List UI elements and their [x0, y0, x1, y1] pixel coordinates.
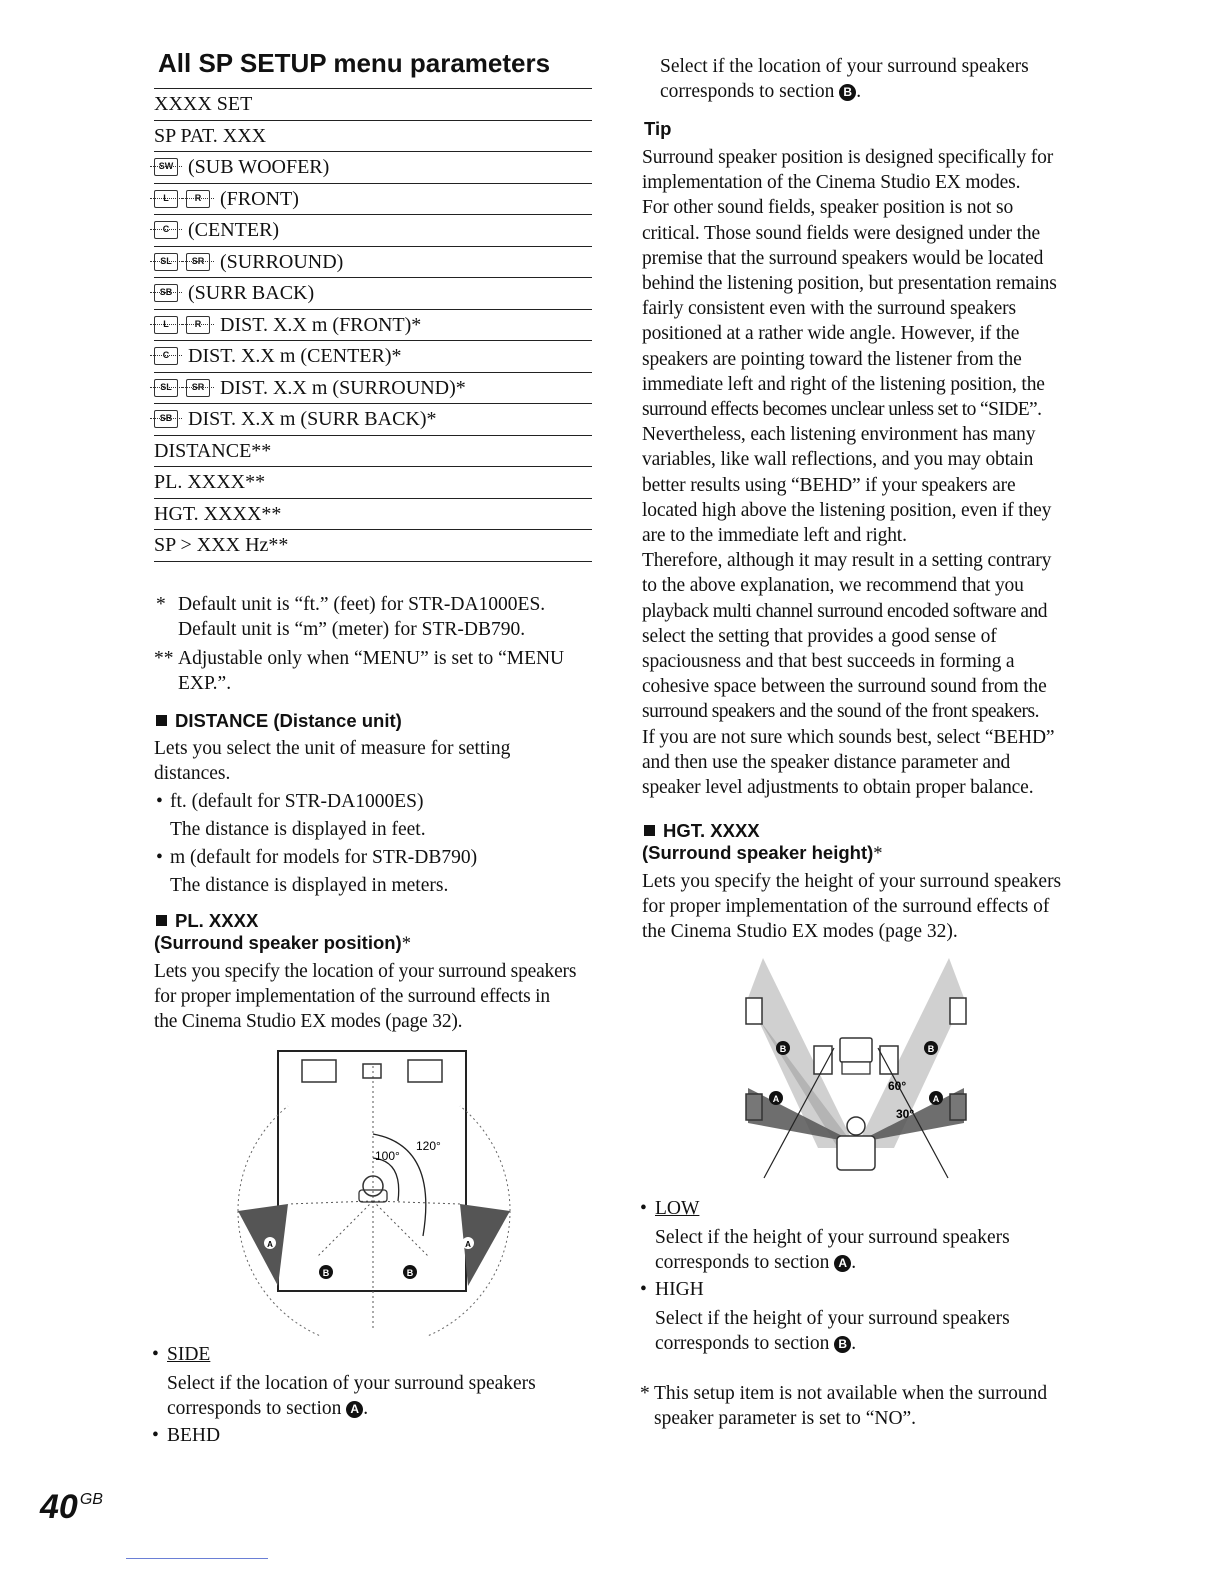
option-label: LOW — [655, 1198, 700, 1219]
menu-row — [154, 341, 592, 373]
text-line: corresponds to section — [655, 1333, 830, 1355]
listener-icon — [847, 1117, 865, 1135]
menu-row-label: SP > XXX Hz** — [154, 534, 289, 557]
front-speaker-right-icon — [880, 1046, 898, 1074]
menu-row — [154, 89, 592, 121]
tip-line: positioned at a rather wide angle. However, if the — [642, 323, 1020, 345]
distance-heading-text: DISTANCE (Distance unit) — [175, 710, 402, 731]
menu-row-label: (CENTER) — [188, 219, 280, 242]
tip-line: For other sound fields, speaker position is not so — [642, 197, 1014, 219]
hgt-intro — [642, 869, 1061, 945]
distance-option-m: • m (default for models for STR-DB790) — [156, 847, 478, 868]
menu-row-label: XXXX SET — [154, 93, 253, 116]
pl-subheading — [154, 932, 411, 955]
front-left-speaker-icon — [302, 1060, 336, 1082]
menu-row — [154, 530, 592, 562]
speaker-sb-icon: SB — [154, 410, 178, 428]
angle-label: 60° — [888, 1079, 907, 1093]
speaker-l-icon: L — [154, 316, 178, 334]
front-speaker-left-icon — [814, 1046, 832, 1074]
zone-b-label: B — [927, 1044, 935, 1054]
option-label: m (default for models for STR-DB790) — [170, 847, 478, 868]
menu-row — [154, 247, 592, 279]
hgt-high-description: Select if the height of your surround speakers corresponds to section B . — [655, 1308, 1010, 1355]
pl-heading-text: PL. XXXX — [175, 910, 259, 931]
option-label: SIDE — [167, 1344, 211, 1365]
room-outline — [278, 1051, 466, 1291]
option-label: ft. (default for STR-DA1000ES) — [170, 791, 424, 812]
zone-b-label: B — [406, 1268, 414, 1278]
hgt-footnote — [640, 1381, 1047, 1431]
tip-line: surround speakers and the sound of the front speakers. — [642, 701, 1040, 723]
speaker-height-diagram — [738, 958, 974, 1182]
menu-row-label: SP PAT. XXX — [154, 124, 267, 147]
menu-row — [154, 404, 592, 436]
menu-row — [154, 436, 592, 468]
option-label: BEHD — [167, 1425, 221, 1446]
menu-row — [154, 184, 592, 216]
footnote-text: This setup item is not available when the surround — [654, 1383, 1048, 1404]
angle-label: 120° — [416, 1139, 441, 1153]
speaker-r-icon: R — [186, 190, 210, 208]
menu-row-label: DIST. X.X m (CENTER)* — [188, 345, 402, 368]
footnote-mark: ** — [154, 648, 174, 669]
page-number-suffix: GB — [79, 1491, 103, 1508]
menu-row-label: (SURR BACK) — [188, 282, 315, 305]
tip-line: select the setting that provides a good sense of — [642, 625, 997, 647]
option-description: The distance is displayed in meters. — [170, 875, 449, 896]
speaker-r-icon: R — [186, 316, 210, 334]
tip-line: playback multi channel surround encoded software and — [642, 600, 1048, 622]
speaker-sb-icon: SB — [154, 284, 178, 302]
hgt-option-low: • LOW — [640, 1198, 700, 1219]
tip-line: immediate left and right of the listening position, the — [642, 373, 1045, 395]
tip-line: spaciousness and that best succeeds in forming a — [642, 651, 1015, 673]
tip-line: and then use the speaker distance parameter and — [642, 751, 1011, 773]
text-line: corresponds to section — [660, 81, 835, 103]
square-bullet-icon — [644, 825, 655, 836]
text-line: Select if the height of your surround speakers — [655, 1227, 1010, 1248]
menu-row-label: (FRONT) — [220, 187, 299, 210]
menu-row-label: DISTANCE** — [154, 439, 272, 462]
tip-line: speakers are pointing toward the listener from the — [642, 348, 1022, 370]
speaker-sw-icon: SW — [154, 158, 178, 176]
footnote-text: Default unit is “m” (meter) for STR-DB790. — [178, 619, 526, 640]
zone-b-label: B — [779, 1044, 787, 1054]
angle-label: 30° — [896, 1107, 915, 1121]
text-line: Select if the location of your surround speakers — [167, 1373, 536, 1394]
center-speaker-icon — [363, 1064, 381, 1078]
listener-chair-icon — [837, 1136, 875, 1170]
tip-line: premise that the surround speakers would be located — [642, 247, 1044, 269]
tip-line: better results using “BEHD” if your speakers are — [642, 474, 1016, 496]
menu-row — [154, 499, 592, 531]
footnote-text: Adjustable only when “MENU” is set to “MENU — [178, 648, 565, 669]
low-speaker-left-icon — [746, 1094, 762, 1120]
footnote-single — [156, 592, 545, 642]
menu-row-label: DIST. X.X m (SURR BACK)* — [188, 408, 437, 431]
zone-a-label: A — [772, 1094, 780, 1104]
pl-option-side: • SIDE — [152, 1344, 211, 1365]
text-line: Lets you specify the location of your surround speakers — [154, 961, 577, 982]
tip-line: located high above the listening position, even if they — [642, 499, 1052, 521]
tip-line: speaker level adjustments to obtain proper balance. — [642, 777, 1034, 799]
footnote-text: speaker parameter is set to “NO”. — [654, 1408, 917, 1430]
zone-a-label: A — [932, 1094, 940, 1104]
page-number-value: 40 — [40, 1488, 78, 1526]
menu-row — [154, 215, 592, 247]
tip-line: Therefore, although it may result in a setting contrary — [642, 550, 1052, 572]
tip-line: variables, like wall reflections, and you may obtain — [642, 449, 1034, 471]
speaker-sl-icon: SL — [154, 253, 178, 271]
menu-row — [154, 373, 592, 405]
hgt-option-high: • HIGH — [640, 1279, 704, 1300]
section-b-badge: B — [839, 84, 856, 101]
menu-row-label: DIST. X.X m (FRONT)* — [220, 313, 422, 336]
tv-icon — [840, 1038, 872, 1062]
text-line: distances. — [154, 763, 231, 785]
high-speaker-right-icon — [950, 998, 966, 1024]
speaker-l-icon: L — [154, 190, 178, 208]
menu-parameter-table — [154, 88, 592, 562]
tip-line: critical. Those sound fields were designed under the — [642, 222, 1040, 244]
pl-intro — [154, 959, 576, 1035]
page-heading: All SP SETUP menu parameters — [158, 48, 551, 78]
text-line: for proper implementation of the surround effects in — [154, 986, 550, 1008]
menu-row-label: DIST. X.X m (SURROUND)* — [220, 376, 466, 399]
text-line: Select if the height of your surround speakers — [655, 1308, 1010, 1329]
asterisk-mark: * — [401, 934, 411, 954]
menu-row-label: HGT. XXXX** — [154, 502, 282, 525]
footnote-text: EXP.”. — [178, 673, 232, 694]
hgt-low-description: Select if the height of your surround speakers corresponds to section A . — [655, 1227, 1010, 1274]
zone-a-label: A — [465, 1240, 471, 1249]
option-description: The distance is displayed in feet. — [170, 819, 426, 840]
speaker-sr-icon: SR — [186, 379, 210, 397]
section-a-badge: A — [834, 1255, 851, 1272]
pl-side-description: Select if the location of your surround speakers corresponds to section A . — [167, 1373, 536, 1420]
front-right-speaker-icon — [408, 1060, 442, 1082]
hgt-heading — [644, 820, 760, 842]
tip-heading: Tip — [644, 118, 672, 139]
section-a-badge: A — [346, 1401, 363, 1418]
distance-option-ft: • ft. (default for STR-DA1000ES) — [156, 791, 424, 812]
zone-b-label: B — [322, 1268, 330, 1278]
distance-heading — [156, 710, 402, 732]
footnote-mark: * — [640, 1383, 650, 1404]
menu-row — [154, 278, 592, 310]
pl-heading — [156, 910, 258, 932]
tip-line: fairly consistent even with the surround speakers — [642, 298, 1016, 320]
square-bullet-icon — [156, 915, 167, 926]
speaker-sr-icon: SR — [186, 253, 210, 271]
tip-text — [642, 145, 1057, 800]
tip-line: If you are not sure which sounds best, select “BEHD” — [642, 726, 1055, 748]
footnote-text: Default unit is “ft.” (feet) for STR-DA1000ES. — [178, 594, 546, 615]
text-line: the Cinema Studio EX modes (page 32). — [642, 921, 958, 943]
speaker-c-icon: C — [154, 221, 178, 239]
menu-row-label: (SURROUND) — [220, 250, 344, 273]
menu-row — [154, 121, 592, 153]
pl-behd-description: Select if the location of your surround speakers corresponds to section B . — [660, 56, 1029, 103]
tip-line: implementation of the Cinema Studio EX modes. — [642, 172, 1021, 194]
square-bullet-icon — [156, 715, 167, 726]
page-number — [40, 1488, 103, 1527]
tip-line: Nevertheless, each listening environment has many — [642, 424, 1036, 446]
pl-subheading-text: (Surround speaker position) — [154, 932, 402, 953]
text-line: Select if the location of your surround speakers — [660, 56, 1029, 77]
text-line: corresponds to section — [167, 1398, 342, 1420]
footer-divider — [126, 1558, 268, 1559]
tip-line: Surround speaker position is designed specifically for — [642, 147, 1054, 168]
distance-intro — [154, 736, 510, 786]
text-line: the Cinema Studio EX modes (page 32). — [154, 1011, 463, 1033]
footnote-mark: * — [156, 594, 166, 615]
pl-option-behd: • BEHD — [152, 1425, 221, 1446]
menu-row-label: (SUB WOOFER) — [188, 156, 330, 179]
hgt-subheading — [642, 842, 883, 865]
high-speaker-left-icon — [746, 998, 762, 1024]
tip-line: surround effects becomes unclear unless set to “SIDE”. — [642, 399, 1042, 421]
menu-row — [154, 310, 592, 342]
hgt-subheading-text: (Surround speaker height) — [642, 842, 874, 863]
text-line: Lets you specify the height of your surround speakers — [642, 871, 1062, 892]
tip-line: to the above explanation, we recommend that you — [642, 575, 1024, 597]
tip-line: cohesive space between the surround sound from the — [642, 676, 1047, 698]
tip-line: are to the immediate left and right. — [642, 525, 907, 547]
asterisk-mark: * — [873, 844, 883, 864]
zone-a-left — [238, 1204, 288, 1286]
footnote-double — [154, 646, 564, 696]
center-speaker-icon — [842, 1062, 870, 1074]
menu-row — [154, 467, 592, 499]
text-line: Lets you select the unit of measure for setting — [154, 738, 511, 759]
menu-row-label: PL. XXXX** — [154, 471, 266, 494]
menu-row — [154, 152, 592, 184]
tip-line: behind the listening position, but presentation remains — [642, 273, 1057, 295]
text-line: for proper implementation of the surround effects of — [642, 896, 1050, 918]
zone-a-label: A — [267, 1240, 273, 1249]
speaker-sl-icon: SL — [154, 379, 178, 397]
section-b-badge: B — [834, 1336, 851, 1353]
low-speaker-right-icon — [950, 1094, 966, 1120]
text-line: corresponds to section — [655, 1252, 830, 1274]
speaker-c-icon: C — [154, 347, 178, 365]
hgt-heading-text: HGT. XXXX — [663, 820, 760, 841]
angle-label: 100° — [375, 1149, 400, 1163]
option-label: HIGH — [655, 1279, 704, 1300]
speaker-position-diagram — [228, 1046, 518, 1336]
